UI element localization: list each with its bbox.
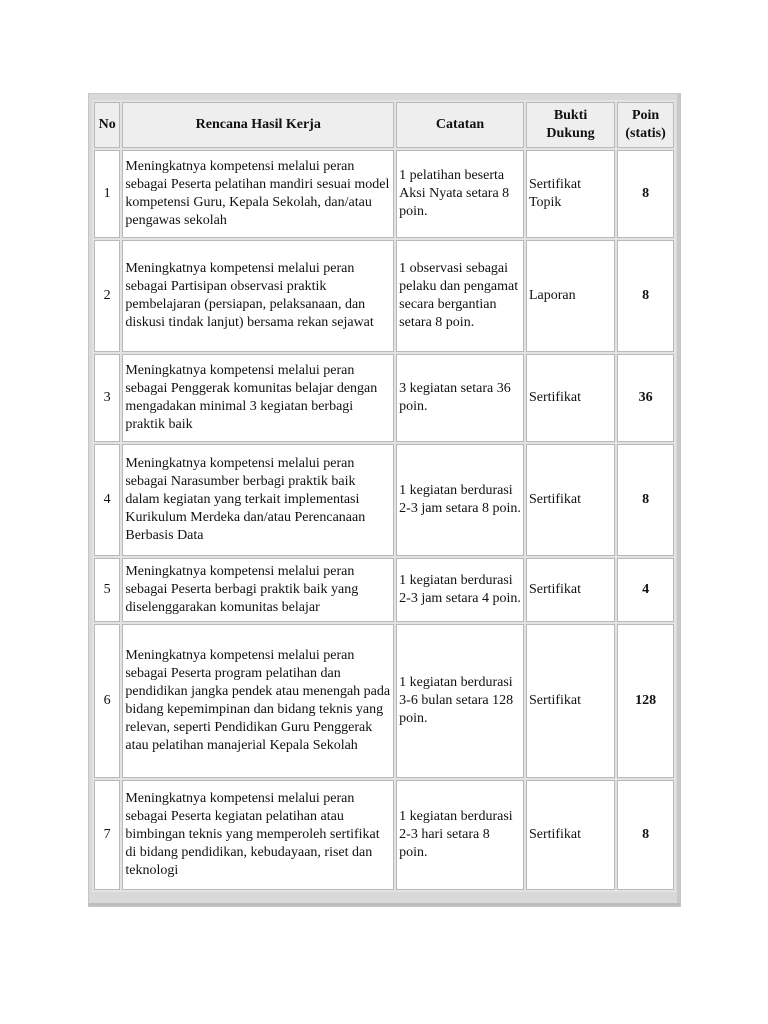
table-row [94, 240, 674, 352]
row-poin: 8 [617, 780, 674, 890]
row-no: 3 [94, 354, 120, 442]
header-bukti-line1: Bukti [553, 108, 588, 123]
header-rencana-hasil-kerja: Rencana Hasil Kerja [122, 102, 394, 148]
row-poin: 8 [617, 444, 674, 556]
row-catatan: 1 observasi sebagai pelaku dan pengamat secara bergantian setara 8 poin. [396, 240, 524, 352]
rhk-table [92, 100, 676, 892]
row-poin: 8 [617, 240, 674, 352]
row-no: 1 [94, 150, 120, 238]
row-bukti-dukung: Sertifikat [526, 354, 615, 442]
table-row [94, 354, 674, 442]
row-catatan: 1 kegiatan berdurasi 2-3 jam setara 4 poin. [396, 558, 524, 622]
row-rencana-hasil-kerja: Meningkatnya kompetensi melalui peran sebagai Narasumber berbagi praktik baik dalam kegiatan yang terkait implementasi Kurikulum Merdeka dan/atau Perencanaan Berbasis Data [122, 444, 394, 556]
row-no: 6 [94, 624, 120, 778]
row-rencana-hasil-kerja: Meningkatnya kompetensi melalui peran sebagai Penggerak komunitas belajar dengan mengadakan minimal 3 kegiatan berbagi praktik baik [122, 354, 394, 442]
header-poin-line1: Poin [631, 108, 660, 123]
row-bukti-dukung: Laporan [526, 240, 615, 352]
row-rencana-hasil-kerja: Meningkatnya kompetensi melalui peran sebagai Peserta pelatihan mandiri sesuai model kompetensi Guru, Kepala Sekolah, dan/atau pengawas sekolah [122, 150, 394, 238]
row-catatan: 1 kegiatan berdurasi 3-6 bulan setara 128 poin. [396, 624, 524, 778]
row-bukti-dukung: Sertifikat [526, 558, 615, 622]
row-poin: 128 [617, 624, 674, 778]
document-sheet [88, 93, 681, 907]
row-bukti-dukung: Sertifikat [526, 444, 615, 556]
table-header-row [94, 102, 674, 148]
row-poin: 8 [617, 150, 674, 238]
row-poin: 36 [617, 354, 674, 442]
row-catatan: 1 pelatihan beserta Aksi Nyata setara 8 poin. [396, 150, 524, 238]
header-bukti-dukung [526, 102, 615, 148]
row-rencana-hasil-kerja: Meningkatnya kompetensi melalui peran sebagai Peserta kegiatan pelatihan atau bimbingan teknis yang memperoleh sertifikat di bidang pendidikan, kebudayaan, riset dan teknologi [122, 780, 394, 890]
row-rencana-hasil-kerja: Meningkatnya kompetensi melalui peran sebagai Partisipan observasi praktik pembelajaran (persiapan, pelaksanaan, dan diskusi tindak lanjut) bersama rekan sejawat [122, 240, 394, 352]
header-bukti-line2: Dukung [546, 126, 595, 141]
table-row [94, 558, 674, 622]
row-bukti-dukung: Sertifikat Topik [526, 150, 615, 238]
header-poin-line2: (statis) [625, 126, 666, 141]
row-no: 7 [94, 780, 120, 890]
header-catatan: Catatan [396, 102, 524, 148]
row-bukti-dukung: Sertifikat [526, 624, 615, 778]
table-row [94, 444, 674, 556]
table-row [94, 624, 674, 778]
row-catatan: 3 kegiatan setara 36 poin. [396, 354, 524, 442]
row-no: 5 [94, 558, 120, 622]
header-poin [617, 102, 674, 148]
row-rencana-hasil-kerja: Meningkatnya kompetensi melalui peran sebagai Peserta program pelatihan dan pendidikan jangka pendek atau menengah pada bidang kepemimpinan dan bidang teknis yang relevan, seperti Pendidikan Guru Penggerak atau pelatihan manajerial Kepala Sekolah [122, 624, 394, 778]
row-rencana-hasil-kerja: Meningkatnya kompetensi melalui peran sebagai Peserta berbagi praktik baik yang diselenggarakan komunitas belajar [122, 558, 394, 622]
row-bukti-dukung: Sertifikat [526, 780, 615, 890]
table-row [94, 150, 674, 238]
row-no: 4 [94, 444, 120, 556]
row-no: 2 [94, 240, 120, 352]
row-catatan: 1 kegiatan berdurasi 2-3 jam setara 8 poin. [396, 444, 524, 556]
row-poin: 4 [617, 558, 674, 622]
row-catatan: 1 kegiatan berdurasi 2-3 hari setara 8 poin. [396, 780, 524, 890]
header-no: No [94, 102, 120, 148]
table-row [94, 780, 674, 890]
